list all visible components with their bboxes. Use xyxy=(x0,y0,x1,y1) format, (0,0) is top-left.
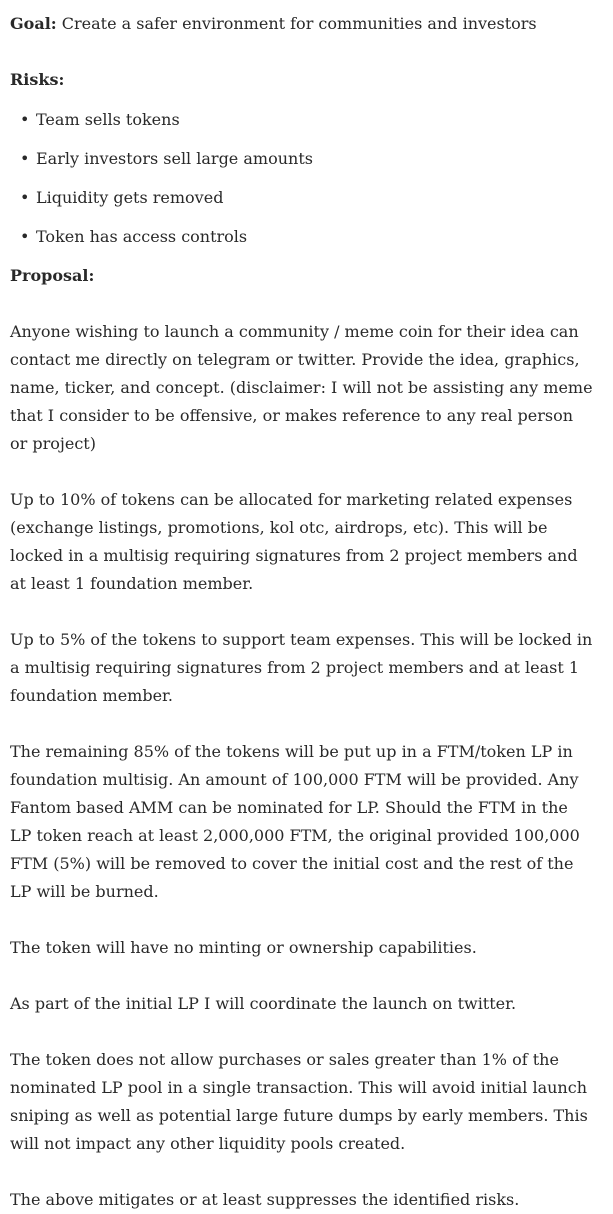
bullet-icon: • xyxy=(20,110,30,129)
proposal-heading xyxy=(10,262,593,290)
list-item xyxy=(20,223,593,251)
risk-item-text: Token has access controls xyxy=(36,227,248,246)
proposal-paragraph-team: Up to 5% of the tokens to support team expenses. This will be locked in a multisig requiring signatures from 2 project members and at least 1 foundation member. xyxy=(10,630,593,705)
risk-item-text: Team sells tokens xyxy=(36,110,180,129)
list-item xyxy=(20,184,593,212)
bullet-icon: • xyxy=(20,149,30,168)
proposal-label: Proposal: xyxy=(10,266,95,285)
risk-item-text: Liquidity gets removed xyxy=(36,188,224,207)
goal-statement xyxy=(10,10,593,38)
goal-label: Goal: xyxy=(10,14,57,33)
proposal-paragraph-minting: The token will have no minting or ownership capabilities. xyxy=(10,938,477,957)
proposal-paragraph-launch-coordination: As part of the initial LP I will coordinate the launch on twitter. xyxy=(10,994,517,1013)
risks-heading xyxy=(10,66,593,94)
bullet-icon: • xyxy=(20,188,30,207)
risk-item-text: Early investors sell large amounts xyxy=(36,149,313,168)
risks-list xyxy=(10,106,593,251)
proposal-paragraph-conclusion: The above mitigates or at least suppresses the identified risks. xyxy=(10,1190,520,1209)
proposal-paragraph-transaction-limit: The token does not allow purchases or sales greater than 1% of the nominated LP pool in a single transaction. This will avoid initial launch sniping as well as potential large future dumps by early members. This will not impact any other liquidity pools created. xyxy=(10,1050,588,1153)
bullet-icon: • xyxy=(20,227,30,246)
risks-label: Risks: xyxy=(10,70,65,89)
proposal-paragraph-launch: Anyone wishing to launch a community / meme coin for their idea can contact me directly on telegram or twitter. Provide the idea, graphics, name, ticker, and concept. (disclaimer: I will not be assisting any meme that I consider to be offensive, or makes reference to any real person or project) xyxy=(10,322,593,453)
list-item xyxy=(20,106,593,134)
list-item xyxy=(20,145,593,173)
proposal-paragraph-marketing: Up to 10% of tokens can be allocated for marketing related expenses (exchange listings, promotions, kol otc, airdrops, etc). This will be locked in a multisig requiring signatures from 2 project members and at least 1 foundation member. xyxy=(10,490,578,593)
proposal-paragraph-lp: The remaining 85% of the tokens will be put up in a FTM/token LP in foundation multisig. An amount of 100,000 FTM will be provided. Any Fantom based AMM can be nominated for LP. Should the FTM in the LP token reach at least 2,000,000 FTM, the original provided 100,000 FTM (5%) will be removed to cover the initial cost and the rest of the LP will be burned. xyxy=(10,742,580,901)
goal-text: Create a safer environment for communities and investors xyxy=(56,14,537,33)
